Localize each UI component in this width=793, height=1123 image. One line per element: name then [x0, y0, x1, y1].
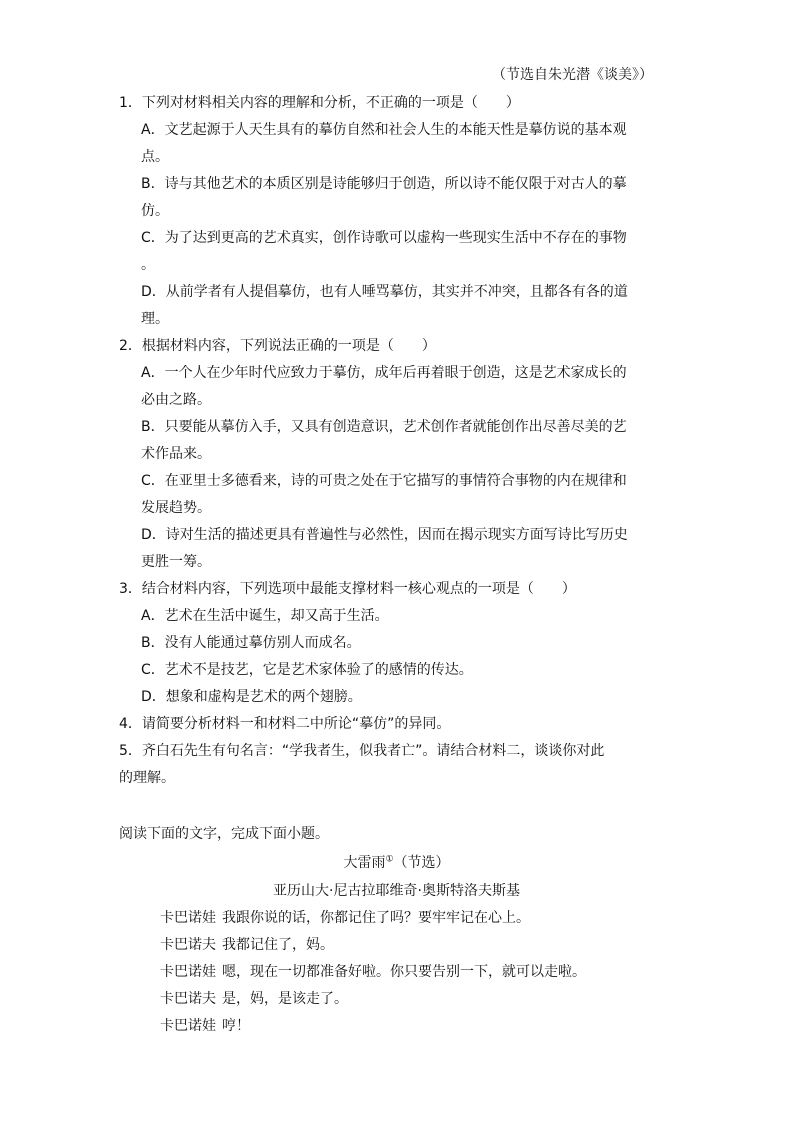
- question-3-option-d: D．想象和虚构是艺术的两个翅膀。: [141, 689, 362, 705]
- dialogue-speaker: 卡巴诺娃: [160, 910, 216, 926]
- question-2-stem: 2．根据材料内容，下列说法正确的一项是（ ）: [119, 338, 436, 354]
- dialogue-speaker: 卡巴诺夫: [160, 991, 216, 1007]
- question-1-option-a-line1: A．文艺起源于人天生具有的摹仿自然和社会人生的本能天性是摹仿说的基本观: [141, 122, 627, 138]
- dialogue-speaker: 卡巴诺夫: [160, 937, 216, 953]
- dialogue-text: 我都记住了，妈。: [222, 937, 334, 953]
- dialogue-text: 嗯，现在一切都准备好啦。你只要告别一下，就可以走啦。: [222, 964, 586, 980]
- reading-title: [0, 854, 793, 872]
- question-1-option-d-line1: D．从前学者有人提倡摹仿，也有人唾骂摹仿，其实并不冲突，且都各有各的道: [141, 284, 628, 300]
- reading-author: 亚历山大·尼古拉耶维奇·奥斯特洛夫斯基: [273, 883, 520, 899]
- dialogue-line: [160, 936, 334, 954]
- question-5-line1: 5．齐白石先生有句名言：“学我者生，似我者亡”。请结合材料二，谈谈你对此: [119, 743, 605, 759]
- question-1-option-d-line2: 理。: [141, 311, 169, 327]
- question-1-option-c-line2: 。: [141, 257, 155, 273]
- question-2-option-a-line1: A．一个人在少年时代应致力于摹仿，成年后再着眼于创造，这是艺术家成长的: [141, 365, 627, 381]
- question-1-stem: 1．下列对材料相关内容的理解和分析，不正确的一项是（ ）: [119, 95, 520, 111]
- question-5-line2: 的理解。: [119, 770, 175, 786]
- dialogue-speaker: 卡巴诺娃: [160, 1018, 216, 1034]
- question-1-option-b-line2: 仿。: [141, 203, 169, 219]
- question-3-option-a: A．艺术在生活中诞生，却又高于生活。: [141, 608, 389, 624]
- dialogue-speaker: 卡巴诺娃: [160, 964, 216, 980]
- dialogue-line: [160, 909, 530, 927]
- footnote-mark: ①: [385, 854, 394, 865]
- question-2-option-b-line1: B．只要能从摹仿入手，又具有创造意识，艺术创作者就能创作出尽善尽美的艺: [141, 419, 627, 435]
- question-2-option-c-line1: C．在亚里士多德看来，诗的可贵之处在于它描写的事情符合事物的内在规律和: [141, 473, 627, 489]
- source-citation: （节选自朱光潜《谈美》）: [492, 67, 653, 83]
- question-1-option-a-line2: 点。: [141, 149, 169, 165]
- reading-title-suffix: （节选）: [393, 855, 450, 871]
- dialogue-text: 我跟你说的话，你都记住了吗？要牢牢记在心上。: [222, 910, 530, 926]
- question-2-option-b-line2: 术作品来。: [141, 446, 211, 462]
- dialogue-text: 哼！: [222, 1018, 250, 1034]
- dialogue-line: [160, 963, 586, 981]
- question-3-stem: 3．结合材料内容，下列选项中最能支撑材料一核心观点的一项是（ ）: [119, 581, 576, 597]
- question-2-option-d-line2: 更胜一筹。: [141, 554, 211, 570]
- question-2-option-d-line1: D．诗对生活的描述更具有普遍性与必然性，因而在揭示现实方面写诗比写历史: [141, 527, 628, 543]
- question-2-option-c-line2: 发展趋势。: [141, 500, 211, 516]
- question-2-option-a-line2: 必由之路。: [141, 392, 211, 408]
- dialogue-line: [160, 990, 348, 1008]
- reading-title-text: 大雷雨: [343, 855, 386, 871]
- question-1-option-c-line1: C．为了达到更高的艺术真实，创作诗歌可以虚构一些现实生活中不存在的事物: [141, 230, 627, 246]
- question-3-option-c: C．艺术不是技艺，它是艺术家体验了的感情的传达。: [141, 662, 473, 678]
- question-4: 4．请简要分析材料一和材料二中所论“摹仿”的异同。: [119, 716, 451, 732]
- question-3-option-b: B．没有人能通过摹仿别人而成名。: [141, 635, 361, 651]
- question-1-option-b-line1: B．诗与其他艺术的本质区别是诗能够归于创造，所以诗不能仅限于对古人的摹: [141, 176, 627, 192]
- reading-instruction: 阅读下面的文字，完成下面小题。: [119, 826, 329, 842]
- dialogue-line: [160, 1017, 250, 1035]
- dialogue-text: 是，妈，是该走了。: [222, 991, 348, 1007]
